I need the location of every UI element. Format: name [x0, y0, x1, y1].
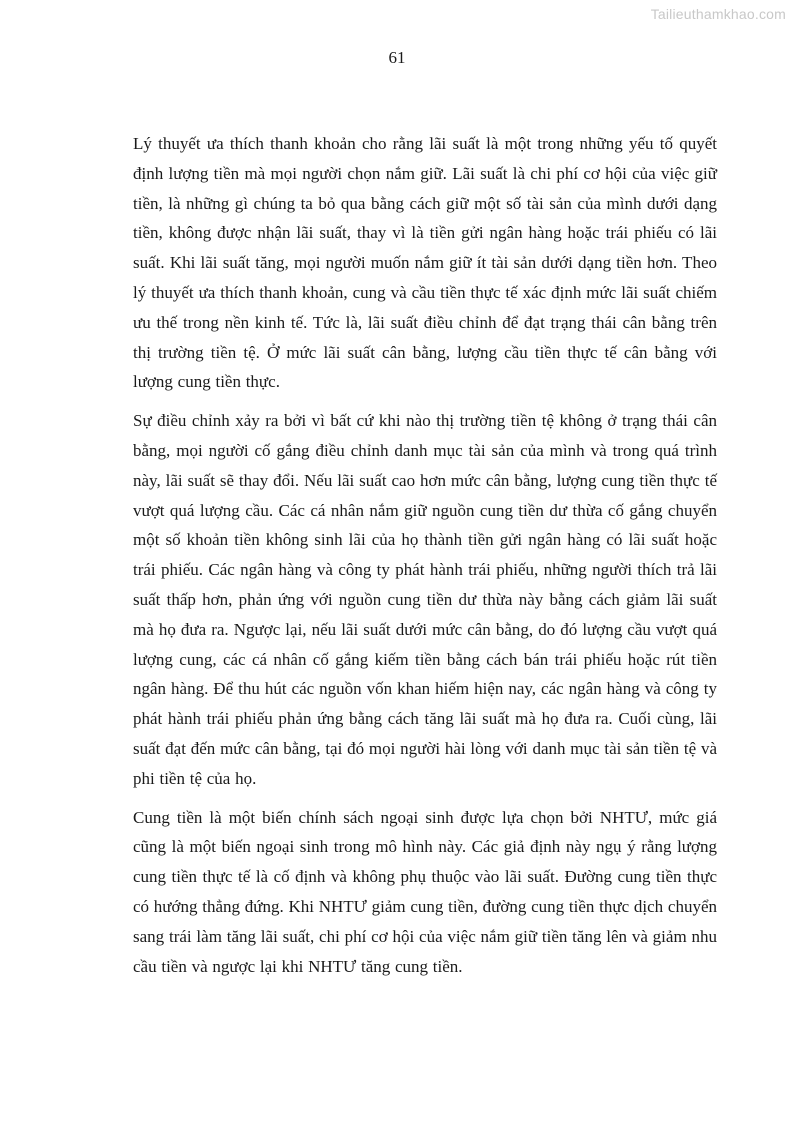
- watermark: Tailieuthamkhao.com: [650, 6, 786, 22]
- paragraph-1: Lý thuyết ưa thích thanh khoản cho rằng lãi suất là một trong những yếu tố quyết định lượng tiền mà mọi người chọn nắm giữ. Lãi suất là chi phí cơ hội của việc giữ tiền, là những gì chúng ta bỏ qua bằng cách giữ một số tài sản của mình dưới dạng tiền, không được nhận lãi suất, thay vì là tiền gửi ngân hàng hoặc trái phiếu có lãi suất. Khi lãi suất tăng, mọi người muốn nắm giữ ít tài sản dưới dạng tiền hơn. Theo lý thuyết ưa thích thanh khoản, cung và cầu tiền thực tế xác định mức lãi suất chiếm ưu thế trong nền kinh tế. Tức là, lãi suất điều chỉnh để đạt trạng thái cân bằng trên thị trường tiền tệ. Ở mức lãi suất cân bằng, lượng cầu tiền thực tế cân bằng với lượng cung tiền thực.: [133, 134, 717, 392]
- paragraph-2: Sự điều chỉnh xảy ra bởi vì bất cứ khi nào thị trường tiền tệ không ở trạng thái cân bằng, mọi người cố gắng điều chỉnh danh mục tài sản của mình và trong quá trình này, lãi suất sẽ thay đổi. Nếu lãi suất cao hơn mức cân bằng, lượng cung tiền thực tế vượt quá lượng cầu. Các cá nhân nắm giữ nguồn cung tiền dư thừa cố gắng chuyển một số khoản tiền không sinh lãi của họ thành tiền gửi ngân hàng có lãi suất hoặc trái phiếu. Các ngân hàng và công ty phát hành trái phiếu, những người thích trả lãi suất thấp hơn, phản ứng với nguồn cung tiền dư thừa này bằng cách giảm lãi suất mà họ đưa ra. Ngược lại, nếu lãi suất dưới mức cân bằng, do đó lượng cầu vượt quá lượng cung, các cá nhân cố gắng kiếm tiền bằng cách bán trái phiếu hoặc rút tiền ngân hàng. Để thu hút các nguồn vốn khan hiếm hiện nay, các ngân hàng và công ty phát hành trái phiếu phản ứng bằng cách tăng lãi suất mà họ đưa ra. Cuối cùng, lãi suất đạt đến mức cân bằng, tại đó mọi người hài lòng với danh mục tài sản tiền tệ và phi tiền tệ của họ.: [133, 411, 717, 788]
- body-text: [133, 129, 717, 990]
- paragraph-3: Cung tiền là một biến chính sách ngoại sinh được lựa chọn bởi NHTƯ, mức giá cũng là một biến ngoại sinh trong mô hình này. Các giả định này ngụ ý rằng lượng cung tiền thực tế là cố định và không phụ thuộc vào lãi suất. Đường cung tiền thực có hướng thẳng đứng. Khi NHTƯ giảm cung tiền, đường cung tiền thực dịch chuyển sang trái làm tăng lãi suất, chi phí cơ hội của việc nắm giữ tiền tăng lên và giảm nhu cầu tiền và ngược lại khi NHTƯ tăng cung tiền.: [133, 807, 717, 976]
- page-number: 61: [388, 48, 406, 67]
